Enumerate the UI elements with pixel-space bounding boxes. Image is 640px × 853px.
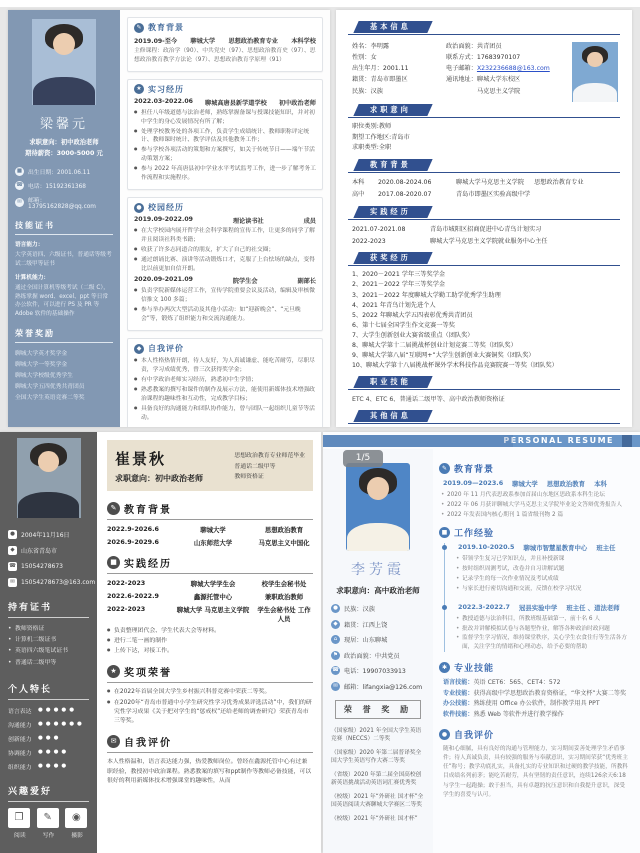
bullet-item: ● 通过朗诵比赛、演讲等活动锻炼口才，克服了上台怯场的缺点，变得比以前更加自信开朗。 [134,256,316,274]
bullet-item: ● 担任八年级道德与法治老师，熟练掌握备课与授课技能知识，并对初中学生的身心发展情况有所了解； [134,109,316,127]
tag-list [234,448,305,484]
awards-list [348,270,620,370]
phone: 联系方式：17683970107 [446,54,521,62]
section-title: 自我评价 [454,730,495,741]
certificate-item: • 计算机二级证书 [8,635,89,646]
practice-rows [348,224,620,248]
section-title: 校园经历 [148,203,184,213]
bullet-item: ● 收获了许多志同道合的朋友，扩大了自己的社交圈； [134,246,316,255]
section-title: 自我评价 [148,344,184,354]
education-head-row: 2019.09—2023.6 聊城大学 思想政治教育 本科 [443,479,607,488]
award-item: 2、2021－2022 学年三等奖学金 [352,281,446,289]
practice-row: 2022-2023 聊城大学学生会 校学生会秘书处 [107,579,307,588]
campus-icon: ● [134,203,144,213]
email: 邮箱：13795162828@qq.com [28,198,96,211]
info-item: 出生年月：2001.11 [352,65,409,73]
education-header [107,501,313,520]
certificates-title: 持有证书 [8,600,89,618]
mail-icon: ✉ [331,682,340,691]
honor-item: 聊城大学英才奖学金 [15,351,68,358]
location-icon: ◆ [331,620,340,629]
section-title: 工作经验 [454,529,495,540]
award-item: 1、2020－2021 学年三等奖学金 [352,271,446,279]
header-band [107,440,313,491]
award-item: 9、聊城大学第八届“互联网+”大学生创新创业大赛铜奖（团队奖） [352,351,535,359]
honor-list [15,349,113,404]
sidebar [8,10,120,427]
info-item: 民族：汉族 [352,87,383,95]
bullet-item: • 2022 年 06 月获评聊城大学马克思主义学院毕业论文答辩优秀报告人 [439,501,631,510]
skill-row: 专业技能：获得高级中学思想政治教育资格证，“华文杯”大赛二等奖 [443,689,627,697]
awards-box-title: 荣 誉 奖 励 [335,700,421,719]
bullet-item: ● 在大学校园内展开哲学社会科学课程的宣传工作，让更多的同学了解并且阅读社科类书籍； [134,227,316,245]
education-section [127,17,323,72]
award-item: 5、2022 年聊城大学五四表彰优秀共青团员 [352,311,473,319]
practice-row: 2022.6-2022.9 鑫源托管中心 兼职政治教师 [107,592,304,601]
hobbies [8,808,89,839]
person-icon: ● [439,729,450,740]
work-entry [454,543,631,593]
phone-row: ☎ 电话：19907033913 [332,667,406,675]
email-row [8,578,96,587]
job-intent [348,122,620,155]
bullet-item: • 带领学生复习已学知识点，并且补授新课 [454,555,631,564]
location: 山东省青岛市 [21,548,58,555]
email-label: 电子邮箱： [446,65,477,73]
bullet-item: ● 上传下达，对接工作。 [107,647,313,656]
basic-info-banner: 基本信息 [348,21,620,35]
education-icon: ✎ [107,502,120,515]
self-evaluation-text: 随和心细腻，具有良好的沟通与管理能力，实习期间妥善处理学生矛盾事件；待人真诚负责，具有较强的服务与奉献意识，实习期间荣获“优秀班主任”称号；教学功底扎实，具备扎实的专业知识和过硬的教学技能，所教科目成绩名列前茅；能吃苦耐劳，具有坚韧的责任意识，连续126余天6:18与学生一起跑操；敢于担当，具有卓越的抗压意识和自我提升意识，深受学生的喜爱与认可。 [443,745,628,798]
sidebar [0,432,97,853]
awards-banner: 获奖经历 [348,252,620,266]
id-photo [17,438,81,518]
mail-icon: ✉ [15,198,24,207]
section-title: 教育背景 [454,465,495,475]
email-link[interactable]: X232236688@163.com [476,65,550,73]
phone: 电话：15192361368 [28,184,86,191]
bullet-item: ● 进行二笔一画的制作 [107,637,313,646]
document-icon: ■ [107,556,120,569]
calendar-icon: ■ [16,168,23,175]
award-item: 8、聊城大学第十二届挑战杯创业计划竞赛二等奖（团队奖） [352,341,517,349]
certificate-item: • 教师资格证 [8,624,89,635]
job-intent: 求职意向：初中政治老师 [29,139,99,146]
campus-section [127,197,323,331]
tag-item: 思想政治教育专业师范毕业 [234,453,305,459]
skills-header [439,661,631,674]
education-row: 高中 2017.08-2020.07 青岛市即墨区实验高级中学 [352,191,531,199]
rating-dots: ●●●●●● [38,721,85,728]
certificates-list [8,624,89,669]
phone-row [15,181,113,190]
trophy-icon: ★ [107,665,120,678]
skill-row: 语言技能：英语 CET6：565、CET4：572 [443,679,561,687]
self-evaluation-header [107,734,313,753]
skills-text: ETC 4、ETC 6、普通话二级甲等、高中政治教师资格证 [352,395,505,403]
email-row: ✉ 邮箱：lifangxia@126.com [331,682,425,691]
location-row [8,546,89,555]
bullet-item: ● 处理学校教务处的各项工作，负责学生成绩统计、教师职称评定统计、教师课时统计、教学评估及其他教务工作； [134,128,316,146]
flag-icon: ⚑ [331,651,340,660]
education-icon: ✎ [134,23,144,33]
phone-icon: ☎ [332,667,339,673]
bullet-item: • 按时组织周测考试，改卷并自习讲解试题 [454,565,631,574]
resume-bottom-right [323,432,640,853]
hobby-reading: ❐ 阅读 [8,808,32,839]
strength-row: 语言表达 ●●●●● [8,707,77,715]
practice-header [107,555,313,574]
honor-item: 聊城大学一等奖学金 [15,362,68,369]
bullet-item: • 2020 年 11 月代表思政系参加首届山东地区思政系本科生论坛 [439,491,631,500]
award-item: （国家级）2020 年第二届普译奖全国大学生英语写作大赛二等奖 [331,749,422,765]
bullet-item: • 与家长进行密切沟通和交流，反馈在校学习状况 [454,585,631,594]
tag-item: 普通话二级甲等 [234,463,276,470]
skill-text: 通过全国计算机等级考试（二级 C），熟练掌握 word、excel、ppt 等日常办公软件，可以进行 PS 及 PR 等 Adobe 软件的基础操作 [15,284,109,318]
chat-icon: ✉ [107,735,120,748]
info-item: 性别：女 [352,54,377,62]
skill-label: 语言能力： [15,242,44,249]
practice-banner: 实践经历 [348,206,620,220]
self-evaluation-text: 本人性格温和，语言表达能力强，热爱教师岗位。曾经在鑫源托管中心有过兼职经验，教授初中政治课程。熟悉教案的填写和ppt制作等教师必备技能，可以很好的利用新媒体技术增强课堂的趣味性，从而 [107,758,312,785]
phone: 15054278673 [21,563,63,570]
address-line2: 马克思主义学院 [477,87,521,95]
section-title: 自我评价 [124,737,172,749]
education-row: 2026.9-2029.6 山东师范大学 马克思主义中国化 [107,538,310,547]
id-photo [346,463,410,551]
job-intent: 求职意向：初中政治老师 [115,474,203,483]
birthdate: 出生日期：2001.06.11 [28,170,91,177]
education-bullets [439,491,631,519]
section-title: 教育背景 [124,505,172,516]
camera-icon: ◉ [65,808,87,828]
skill-language [15,241,113,268]
sidebar [323,449,433,853]
section-title: 专业技能 [454,664,495,675]
main-content [120,10,330,427]
practice-bullets [107,627,313,656]
home-icon: ⌂ [331,635,340,644]
briefcase-icon: ■ [439,527,450,538]
hobbies-title: 兴趣爱好 [8,784,89,802]
work-head-row: 2022.3-2022.7 冠县实验中学 班主任 、道法老师 [458,602,620,612]
honor-item: 全国大学生英语竞赛二等奖 [15,395,85,402]
political-row: ⚑ 政治面貌：中共党员 [331,651,425,660]
job-item: 职位类别:教师 [352,122,392,130]
job-intent-banner: 求职意向 [348,104,620,118]
ethnicity-row: ● 民族：汉族 [331,604,425,613]
section-title: 奖项荣誉 [124,668,172,680]
id-photo [572,42,618,102]
residence-row: ⌂ 现居：山东聊城 [331,635,425,644]
bullet-item: ● 具备良好的沟通能力和团队协作能力，曾与团队一起组织儿童节等活动。 [134,405,316,423]
internship-section [127,79,323,191]
education-row: 本科 2020.08-2024.06 聊城大学马克思主义学院 思想政治教育专业 [352,179,584,187]
contact-list [15,167,113,210]
bullet-item: ● 参与举办两次大型活动及其他小活动：如“迎新晚会”、“元旦晚会”等，锻炼了组织能力和交流沟通能力。 [134,306,316,324]
salary-expectation: 期待薪资：3000-5000 元 [25,149,103,157]
work-bullets [454,615,631,652]
resume-bottom-left [0,432,321,853]
phone-icon: ☎ [9,563,16,569]
practice-row: 2022-2023 聊城大学马克思主义学院就业服务中心主任 [352,237,548,245]
award-item: （国家级）2021 年全国大学生英语竞赛（NECCS）二等奖 [331,727,422,743]
skill-label: 计算机能力： [15,274,50,281]
strength-row: 创新能力 ●●● [8,735,62,743]
skills-banner: 职业技能 [348,376,620,390]
person-icon: ● [8,530,17,539]
sidebar-awards-list [329,727,427,824]
campus-bullets [134,227,316,274]
page-number-badge: 1/5 [343,450,383,467]
bullet-item: • 批改并讲解模拟试卷与各题型作业，解答各种政治时政问题 [454,625,631,634]
birthdate-row [15,167,113,176]
skills-title: 技能证书 [15,220,113,235]
address: 通讯地址：聊城大学东校区 [446,76,521,84]
rating-dots: ●●●●● [38,707,77,714]
bullet-item: ● 本人性格热情开朗，待人友好，为人真诚谦虚、能吃苦耐劳，尽职尽责，学习成绩优秀，曾三次获得奖学金； [134,357,316,375]
internship-icon: ★ [134,84,144,94]
award-item: 10、聊城大学第十八届挑战杯课外学术科技作品竞赛院赛一等奖（团队奖） [352,361,558,369]
bullet-item: • 监督学生学习情况，维持课堂秩序，关心学生衣食住行等生活各方面，关注学生的情绪和心理动态，给予必要的帮助 [454,634,631,652]
bullet-item: ● 熟悉教案的撰写和课件的制作及展示方法，能使用新媒体技术增强政治课程的趣味性和互动性，完成教学目标； [134,386,316,404]
main-content [97,432,321,853]
bullet-item: ● 负责整理团代会、学生代表大会等材料。 [107,627,313,636]
section-title: 实习经历 [148,84,184,94]
email-row [15,195,113,210]
self-evaluation-header [439,728,631,741]
skill-row: 软件技能：熟悉 Web 等软件并进行教学操作 [443,711,564,719]
resume-top-right [336,10,632,427]
job-intent: 求职意向：高中政治老师 [336,586,420,595]
award-item: ● 在2022年首届全国大学生乡村振兴科普竞赛中荣获二等奖。 [107,688,313,697]
award-item: 6、第十七届全国学生作文竞赛一等奖 [352,321,455,329]
work-header [439,526,631,539]
phone-icon: ☎ [16,182,23,189]
hobby-writing: ✎ 写作 [37,808,61,839]
rating-dots: ●●●● [38,749,70,756]
info-item: 姓名：李明露 [352,43,390,50]
education-banner: 教育背景 [348,159,620,173]
award-item: 3、2021－2022 年度聊城大学勤工助学优秀学生助理 [352,291,501,299]
basic-info [348,39,620,99]
skill-computer [15,274,113,319]
phone-row [8,562,89,571]
honor-item: 聊城大学五四优秀共青团员 [15,384,85,391]
practice-rows [107,579,313,623]
strength-row: 沟通能力 ●●●●●● [8,721,85,729]
info-left [352,41,446,97]
person-icon: ● [331,604,340,613]
award-item: ● 在2020年“青岛市普通中小学生研究性学习优秀成果评选活动”中，我们的研究性学习成果《关于把对学生的“惩戒权”还给老师的调查研究》荣获青岛市三等奖。 [107,699,313,726]
candidate-name: 崔景秋 [115,450,167,468]
certificate-item: • 英语四六级笔试证书 [8,646,89,657]
education-rows [348,177,620,201]
campus-bullets [134,287,316,324]
award-item: （校级）2021 年“外研社 国才杯” [331,815,418,822]
hobby-photography: ◉ 摄影 [65,808,89,839]
section-title: 实践经历 [124,559,172,570]
award-item: （校级）2021 年“外研社 国才杯”全国英语阅读大赛聊城大学赛区二等奖 [331,793,424,809]
education-icon: ✎ [439,463,450,474]
award-item: （省级）2020 年第二届全国高校创新英语挑战活动英语词汇赛优秀奖 [331,771,422,787]
education-row: 2022.9-2026.6 聊城大学 思想政治教育 [107,525,304,534]
job-item: 期望工作地区:青岛市 [352,133,410,141]
education-row: 2019.09-至今 聊城大学 思想政治教育专业 本科学校 [134,38,316,45]
award-item: 7、大学生创新创业大赛省级重点（团队奖） [352,331,474,339]
work-head-row: 2019.10-2020.5 聊城市智慧星教育中心 班主任 [458,543,616,553]
bullet-item: • 记录学生的每一次作业情况及考试成绩 [454,575,631,584]
award-item: 4、2021 年青鸟计划先进个人 [352,301,436,309]
self-evaluation-icon: ◆ [134,344,144,354]
strength-row: 组织能力 ●●●● [8,763,70,771]
candidate-name: 梁馨元 [39,117,88,132]
strength-row: 协调能力 ●●●● [8,749,70,757]
mail-icon: ✉ [8,578,17,587]
self-bullets [134,357,316,423]
internship-bullets [134,109,316,184]
other-info-banner: 其他信息 [348,410,620,424]
rating-dots: ●●● [38,735,62,742]
resume-top-left [8,10,330,427]
work-timeline [444,543,631,652]
self-evaluation-section [127,338,323,427]
section-title: 教育背景 [148,23,184,32]
pencil-icon: ✎ [37,808,59,828]
internship-row: 2022.03-2022.06 聊城高唐县新学道学校 初中政治老师 [134,97,316,107]
main-content [433,449,640,853]
birthdate: 2004年11月16日 [21,532,70,539]
location-icon: ◆ [8,546,17,555]
education-rows [107,525,313,547]
courses: 主修课程：政治学（90）、中共党史（97）、思想政治教育史（97）、思想政治教育教学方法论（97）、思想政治教育学原理（91） [134,48,316,64]
id-photo [32,19,96,105]
email: 15054278673@163.com [21,579,96,586]
education-header [439,462,631,475]
bullet-item: ● 参与 2022 年高唐县初中学业水平考试监考工作，进一步了解考务工作流程和实施程序。 [134,165,316,183]
honor-item: 聊城大学校级优秀学生 [15,373,73,380]
skills-list [439,678,631,721]
candidate-name: 李芳霞 [351,562,405,578]
bullet-item: ● 负责学院新媒体运营工作，宣传学院重要会议及活动，编辑及审核微信推文 100 多篇； [134,287,316,305]
job-item: 求职类型:全职 [352,144,392,152]
hometown-row: ◆ 籍贯：江西上饶 [331,620,425,629]
book-icon: ❐ [8,808,30,828]
bullet-item: ● 有中学政治老师实习经历，熟悉初中生学情； [134,376,316,385]
bullet-item: • 2022 年发表国内核心期刊 1 篇省级刊物 2 篇 [439,511,631,520]
awards-list [107,688,313,726]
birthdate-row [8,530,89,539]
practice-row: 2022-2023 聊城大学 马克思主义学院 学生会秘书处 工作人员 [107,605,311,623]
tag-item: 教师资格证 [234,474,264,481]
info-item: 籍贯：青岛市即墨区 [352,76,408,84]
practice-row: 2021.07-2021.08 青岛市城阳区招商促进中心青鸟计划实习 [352,225,542,233]
work-entry [454,603,631,652]
bullet-item: ● 参与学校各项活动的策划和方案撰写，如关于传统节日——端午节活动策划方案； [134,146,316,164]
political-status: 政治面貌：共青团员 [446,43,502,50]
certificate-item: • 普通话二级甲等 [8,658,89,669]
rating-dots: ●●●● [38,763,70,770]
gear-icon: ✱ [439,662,450,673]
campus-row: 2019.09-2022.09 理论读书社 成员 [134,216,316,226]
bullet-item: • 教授道德与法治科目，所教班级基础第一，前十名 6 人 [454,615,631,624]
skill-row: 办公技能：熟练使用 Office 办公软件，制作教学用具 PPT [443,700,600,708]
campus-row: 2020.09-2021.09 院学生会 副部长 [134,276,316,286]
honors-title: 荣誉奖励 [15,328,113,343]
strengths-list [8,706,89,771]
awards-header [107,664,313,683]
skill-text: 大学英语四、六级证书，普通话等级考试二级甲等证书 [15,252,112,268]
strengths-title: 个人特长 [8,682,89,700]
work-bullets [454,555,631,593]
personal-resume-band: PERSONAL RESUME [323,435,640,447]
